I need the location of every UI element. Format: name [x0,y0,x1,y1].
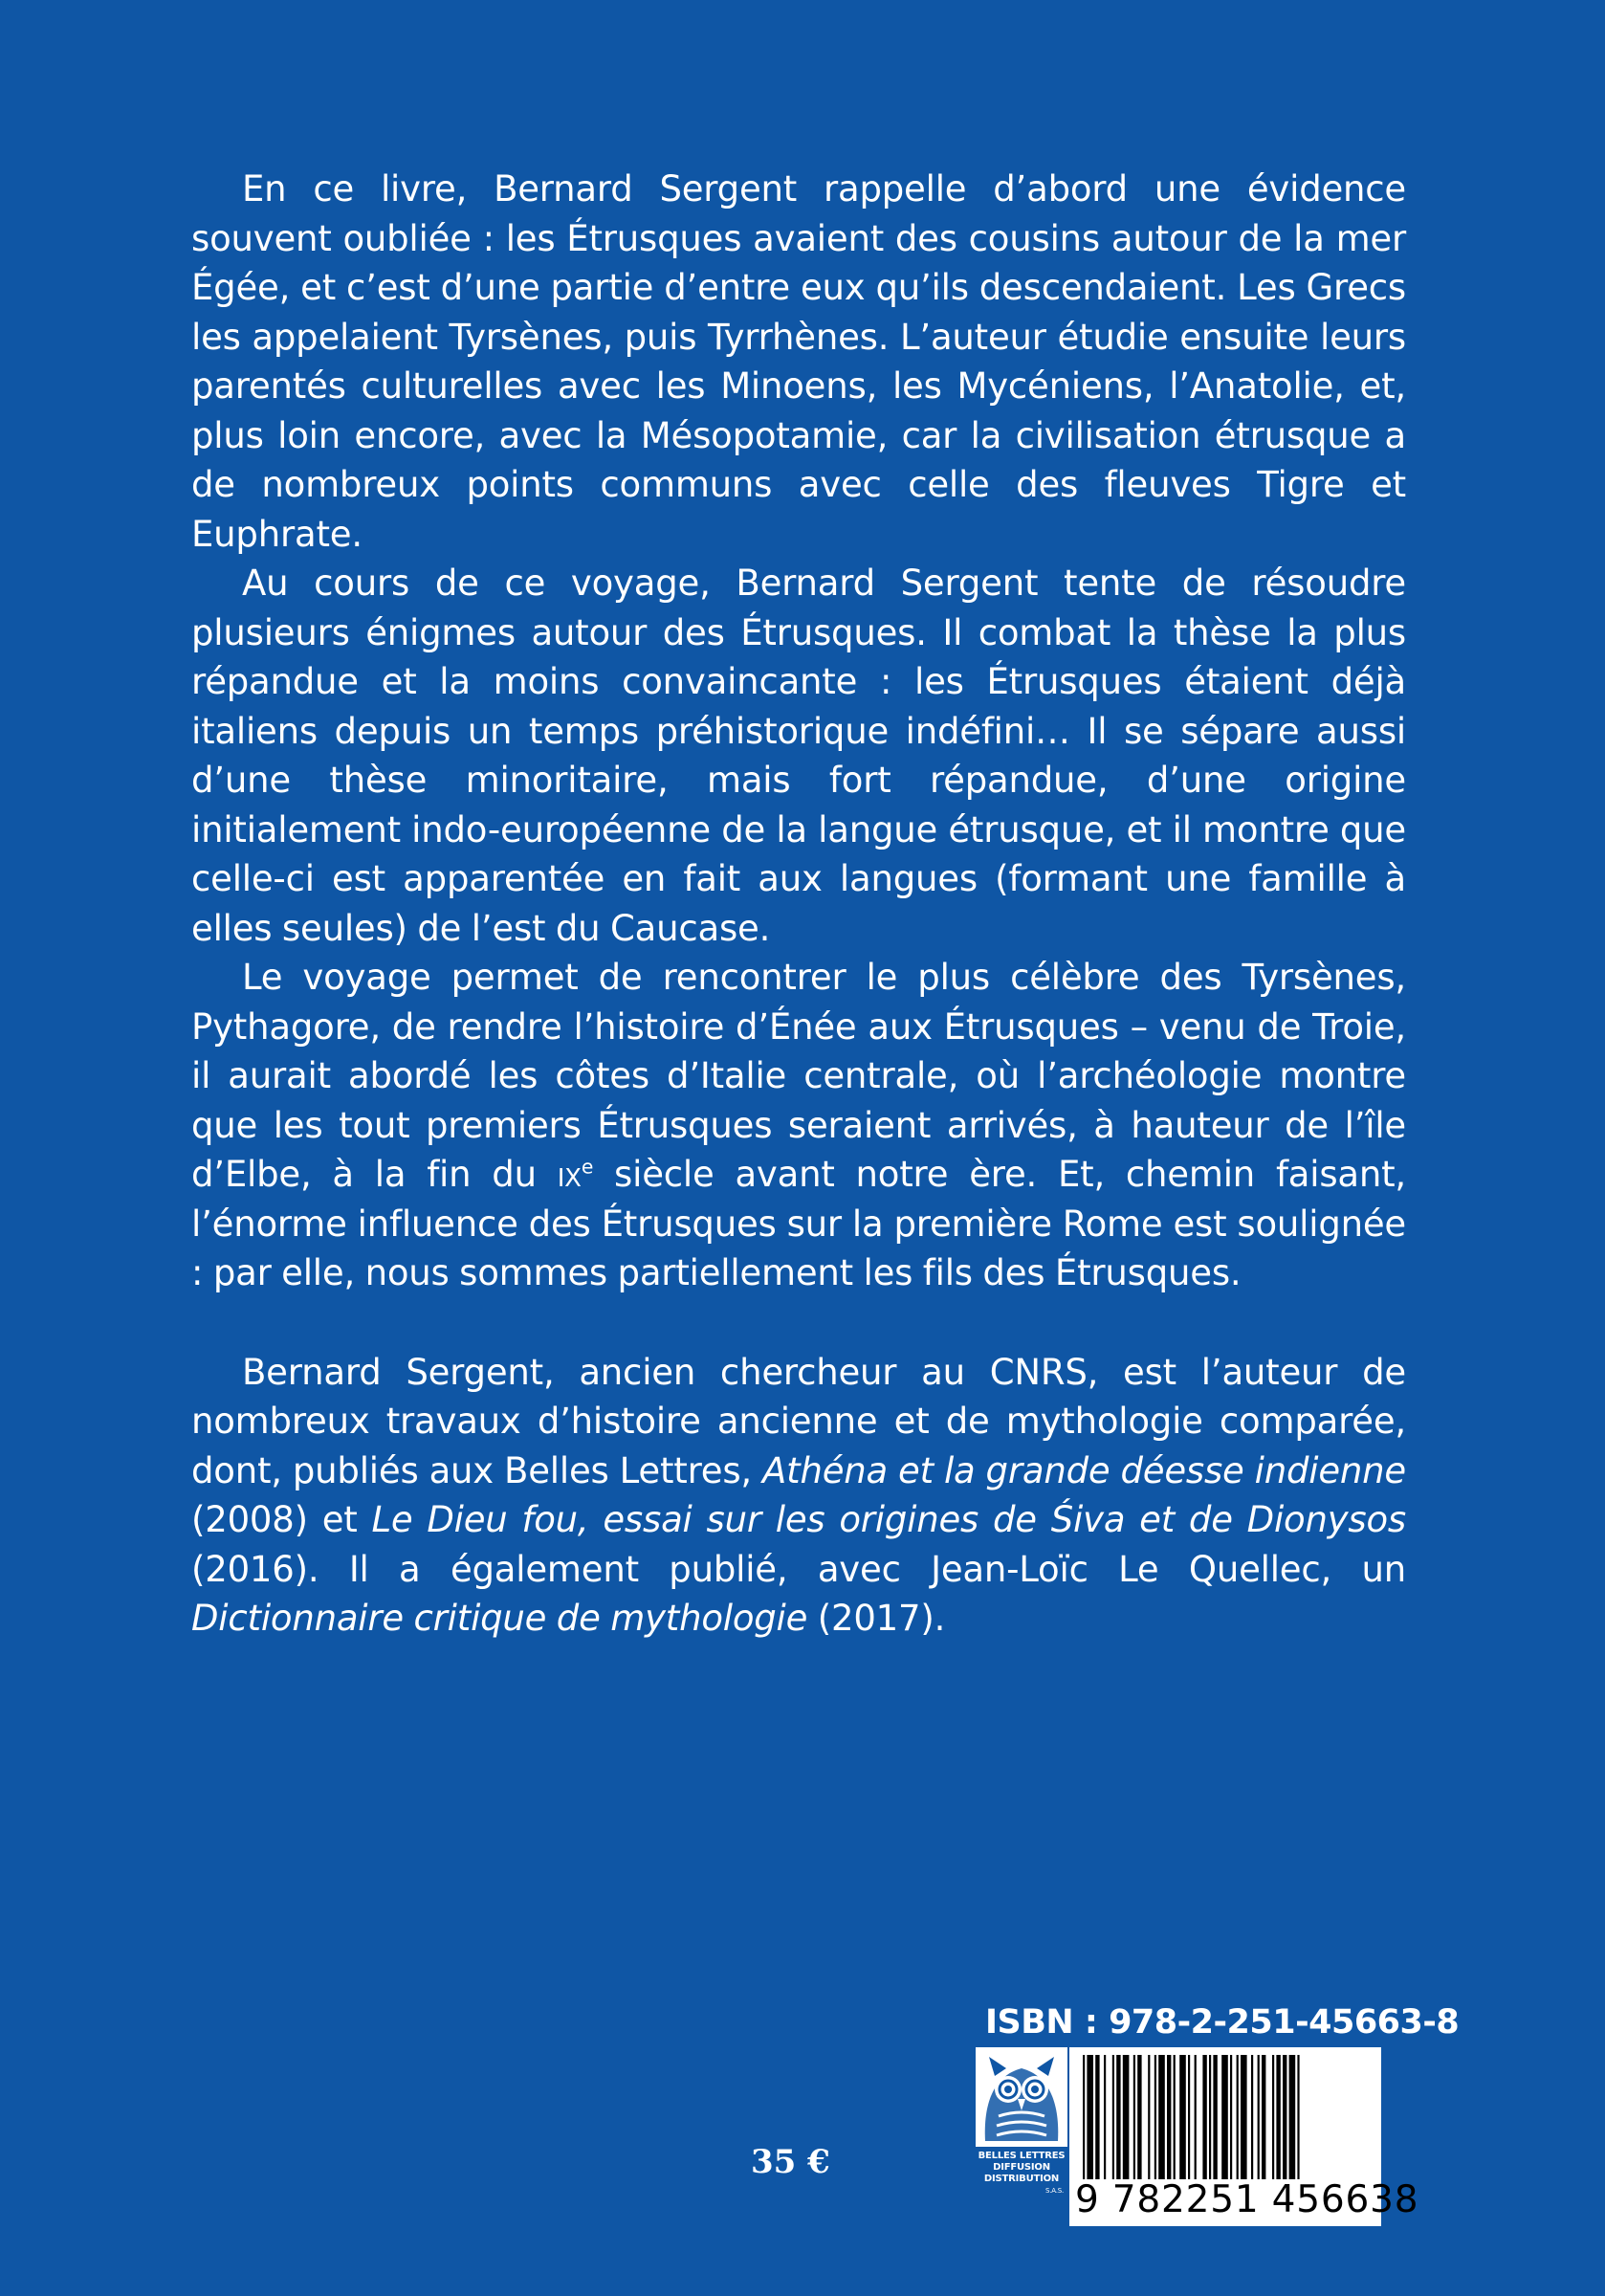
publisher-line-3: DISTRIBUTION [983,2174,1060,2184]
bio-book-title-3: Dictionnaire critique de mythologie [191,1598,808,1639]
barcode [1069,2047,1419,2226]
summary-paragraph-3-start: Le voyage permet de rencontrer le plus célèbre des Tyrsènes, Pythagore, de rendre l’histoire d’Énée aux Étrusques – venu de Troie, il aurait abordé les côtes d’Italie centrale, où l’archéologie montre que les tout premiers Étrusques seraient arrivés, à hauteur de l’île d’Elbe, à la fin du [191,957,1406,1195]
bio-part-3: (2016). Il a également publié, avec Jean-Loïc Le Quellec, un [191,1548,1406,1590]
bio-part-4: (2017). [807,1598,946,1639]
bio-book-title-2: Le Dieu fou, essai sur les origines de Śiva et de Dionysos [371,1499,1407,1540]
owl-logo-icon [976,2047,1067,2147]
summary-paragraph-3-end: siècle avant notre ère. Et, chemin faisant, l’énorme influence des Étrusques sur la première Rome est soulignée : par elle, nous sommes partiellement les fils des Étrusques. [191,1154,1406,1293]
summary-paragraph-2: Au cours de ce voyage, Bernard Sergent tente de résoudre plusieurs énigmes autour des Étrusques. Il combat la thèse la plus répandue et la moins convaincante : les Étrusques étaient déjà italiens depuis un temps préhistorique indéfini… Il se sépare aussi d’une thèse minoritaire, mais fort répandue, d’une origine initialement indo-européenne de la langue étrusque, et il montre que celle-ci est apparentée en fait aux langues (formant une famille à elles seules) de l’est du Caucase. [191,563,1406,949]
summary-paragraph-3 [191,953,1406,1298]
publisher-line-1: BELLES LETTRES [978,2151,1066,2161]
summary-paragraph-1: En ce livre, Bernard Sergent rappelle d’abord une évidence souvent oubliée : les Étrusques avaient des cousins autour de la mer Égée, et c’est d’une partie d’entre eux qu’ils descendaient. Les Grecs les appelaient Tyrsènes, puis Tyrrhènes. L’auteur étudie ensuite leurs parentés culturelles avec les Minoens, les Mycéniens, l’Anatolie, et, plus loin encore, avec la Mésopotamie, car la civilisation étrusque a de nombreux points communs avec celle des fleuves Tigre et Euphrate. [191,168,1406,555]
price-label: 35 € [751,2143,830,2181]
bio-part-2: (2008) et [191,1499,372,1540]
publisher-sas: S.A.S. [1044,2187,1064,2195]
publisher-name [976,2151,1067,2197]
bio-book-title-1: Athéna et la grande déesse indienne [762,1449,1406,1491]
century-numeral: ix [557,1154,582,1195]
publisher-line-2: DIFFUSION [993,2162,1050,2173]
barcode-digits: 9 782251 456638 [1075,2178,1419,2221]
isbn-label: ISBN : 978-2-251-45663-8 [985,2003,1460,2042]
summary-text [191,165,1406,1644]
publisher-logo [976,2047,1067,2226]
bio-part-1: Bernard Sergent, ancien chercheur au CNRS, est l’auteur de nombreux travaux d’histoire ancienne et de mythologie comparée, dont, publiés aux Belles Lettres, [191,1351,1406,1491]
author-bio [191,1348,1406,1644]
century-superscript: e [581,1155,594,1179]
